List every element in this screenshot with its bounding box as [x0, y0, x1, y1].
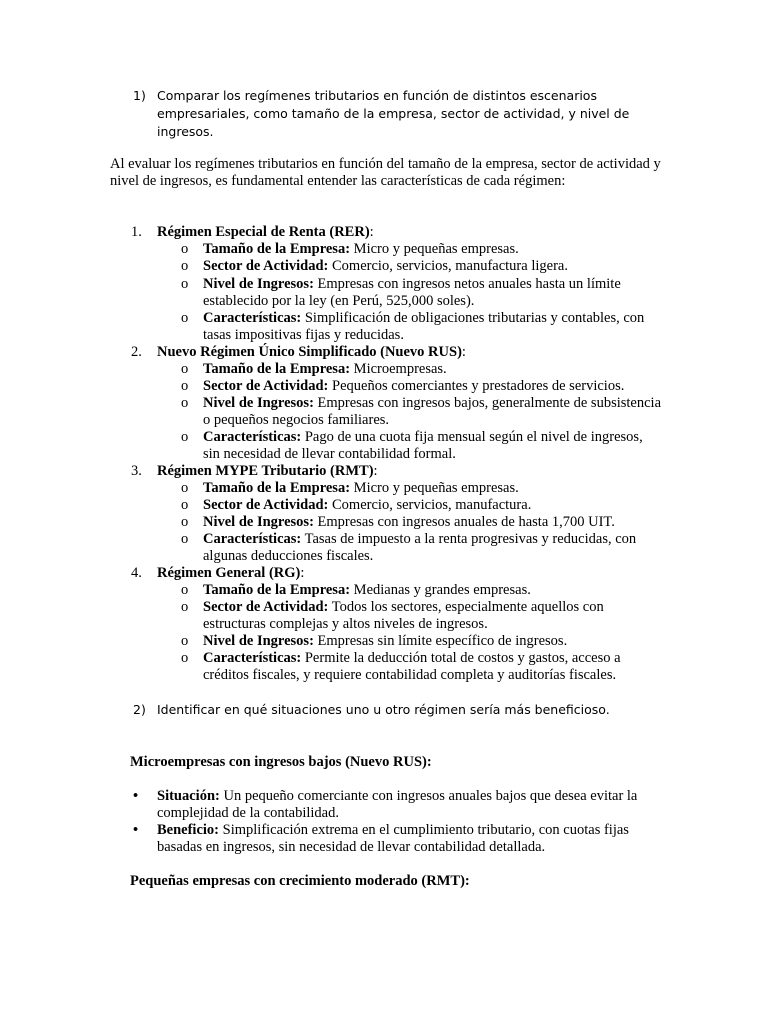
- regime-title: Régimen General (RG):: [157, 565, 305, 581]
- regime-attribute: Nivel de Ingresos: Empresas con ingresos anuales de hasta 1,700 UIT.: [203, 514, 615, 530]
- sub-bullet: o: [181, 378, 189, 394]
- regime-attribute: Sector de Actividad: Comercio, servicios, manufactura ligera.: [203, 258, 568, 274]
- sub-bullet: o: [181, 531, 189, 547]
- regime-attribute: Nivel de Ingresos: Empresas con ingresos bajos, generalmente de subsistencia o pequeños negocios familiares.: [203, 395, 661, 428]
- question-2-text: Identificar en qué situaciones uno u otro régimen sería más beneficioso.: [157, 702, 610, 717]
- sub-bullet: o: [181, 599, 189, 615]
- regime-attribute: Sector de Actividad: Comercio, servicios, manufactura.: [203, 497, 532, 513]
- regime-attribute: Tamaño de la Empresa: Medianas y grandes empresas.: [203, 582, 531, 598]
- sub-bullet: o: [181, 582, 189, 598]
- regime-number: 3.: [131, 463, 142, 479]
- sub-bullet: o: [181, 480, 189, 496]
- sub-bullet: o: [181, 429, 189, 445]
- question-1-text: Comparar los regímenes tributarios en función de distintos escenarios empresariales, como tamaño de la empresa, sector de actividad, y nivel de ingresos.: [157, 88, 630, 139]
- regime-number: 4.: [131, 565, 142, 581]
- regime-attribute: Características: Tasas de impuesto a la renta progresivas y reducidas, con algunas deducciones fiscales.: [203, 531, 637, 564]
- question-2-number: 2): [133, 702, 146, 717]
- intro-paragraph: Al evaluar los regímenes tributarios en función del tamaño de la empresa, sector de actividad y nivel de ingresos, es fundamental entender las características de cada régimen:: [110, 156, 661, 189]
- regime-attribute: Tamaño de la Empresa: Micro y pequeñas empresas.: [203, 480, 519, 496]
- sub-bullet: o: [181, 310, 189, 326]
- sub-bullet: o: [181, 258, 189, 274]
- sub-bullet: o: [181, 497, 189, 513]
- regime-number: 2.: [131, 344, 142, 360]
- regime-attribute: Nivel de Ingresos: Empresas con ingresos netos anuales hasta un límite establecido por la ley (en Perú, 525,000 soles).: [203, 276, 621, 309]
- regime-number: 1.: [131, 224, 142, 240]
- regime-attribute: Características: Simplificación de obligaciones tributarias y contables, con tasas impositivas fijas y reducidas.: [203, 310, 645, 343]
- regime-title: Régimen Especial de Renta (RER):: [157, 224, 374, 240]
- sub-bullet: o: [181, 241, 189, 257]
- sub-bullet: o: [181, 650, 189, 666]
- question-1-number: 1): [133, 88, 146, 103]
- scenario-heading: Pequeñas empresas con crecimiento moderado (RMT):: [130, 873, 470, 889]
- regime-attribute: Tamaño de la Empresa: Micro y pequeñas empresas.: [203, 241, 519, 257]
- regime-title: Régimen MYPE Tributario (RMT):: [157, 463, 378, 479]
- sub-bullet: o: [181, 276, 189, 292]
- regime-title: Nuevo Régimen Único Simplificado (Nuevo RUS):: [157, 344, 466, 360]
- bullet: •: [133, 788, 139, 804]
- scenario-item: Beneficio: Simplificación extrema en el cumplimiento tributario, con cuotas fijas basadas en ingresos, sin necesidad de llevar contabilidad detallada.: [157, 822, 629, 855]
- sub-bullet: o: [181, 514, 189, 530]
- regime-attribute: Características: Permite la deducción total de costos y gastos, acceso a créditos fiscales, y requiere contabilidad completa y auditorías fiscales.: [203, 650, 621, 683]
- scenario-heading: Microempresas con ingresos bajos (Nuevo RUS):: [130, 754, 432, 770]
- regime-attribute: Nivel de Ingresos: Empresas sin límite específico de ingresos.: [203, 633, 568, 649]
- sub-bullet: o: [181, 633, 189, 649]
- regime-attribute: Sector de Actividad: Pequeños comerciantes y prestadores de servicios.: [203, 378, 625, 394]
- regime-attribute: Sector de Actividad: Todos los sectores, especialmente aquellos con estructuras complejas y altos niveles de ingresos.: [203, 599, 604, 632]
- sub-bullet: o: [181, 395, 189, 411]
- scenario-item: Situación: Un pequeño comerciante con ingresos anuales bajos que desea evitar la complejidad de la contabilidad.: [157, 788, 638, 821]
- regime-attribute: Tamaño de la Empresa: Microempresas.: [203, 361, 447, 377]
- sub-bullet: o: [181, 361, 189, 377]
- bullet: •: [133, 822, 139, 838]
- regime-attribute: Características: Pago de una cuota fija mensual según el nivel de ingresos, sin necesidad de llevar contabilidad formal.: [203, 429, 643, 462]
